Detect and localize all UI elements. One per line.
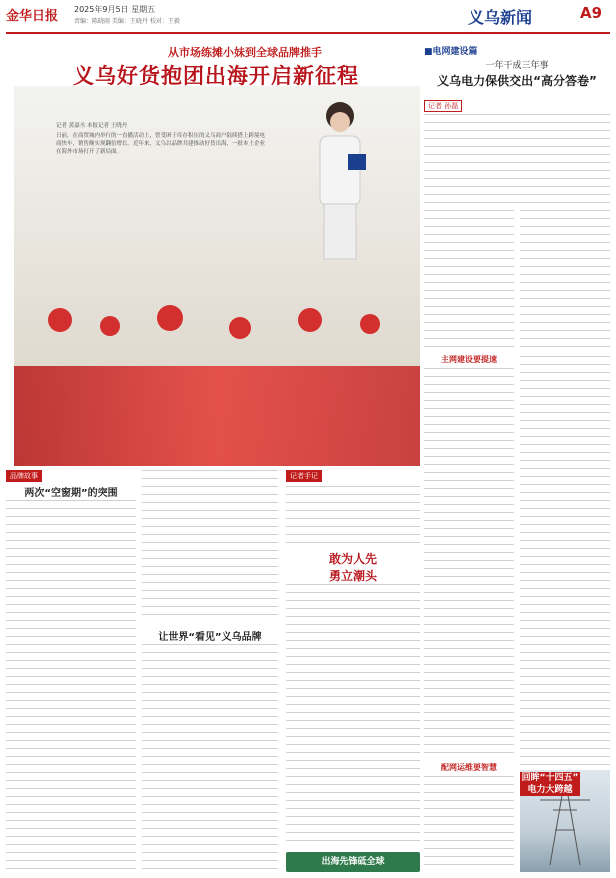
page-number: A9: [580, 4, 603, 22]
feature-subhead-2: 配网运维要智慧: [441, 763, 497, 772]
column3-body: [286, 584, 420, 846]
column3-tag: 记者手记: [286, 470, 322, 482]
power-badge: 回眸“十四五” 电力大跨越: [521, 773, 579, 795]
column3-banner: 出海先锋砥全球: [286, 852, 420, 872]
feature-intro: [424, 114, 610, 204]
column1-heading: 两次“空窗期”的突围: [24, 488, 118, 499]
feature-subhead-1: 主网建设要提速: [441, 355, 497, 364]
lanterns-illustration: [20, 300, 418, 370]
lead-byline: 记者 黄嘉丞 本报记者 王晓丹: [56, 123, 128, 129]
issue-date: 2025年9月5日 星期五: [74, 5, 156, 14]
lead-photo-red-band: [14, 366, 420, 466]
column3-heading: 敢为人先 勇立潮头: [328, 552, 377, 583]
sidebar-title: ■电网建设篇: [424, 47, 478, 57]
column2-body: [142, 644, 278, 872]
masthead-rule: [6, 32, 610, 34]
editor-line: 责编：陈晓雨 美编：王晓丹 校对：王毅: [74, 18, 180, 25]
feature-byline: 记者 孙磊: [424, 100, 462, 112]
feature-body-b: [520, 210, 610, 350]
feature-headline: 义乌电力保供交出“高分答卷”: [437, 74, 597, 88]
feature-kicker: 一年干成三年事: [485, 61, 549, 71]
lead-kicker: 从市场练摊小妹到全球品牌推手: [168, 46, 322, 59]
feature-body-c: [424, 368, 514, 758]
column2-heading: 让世界“看见”义乌品牌: [158, 632, 262, 643]
newspaper-logo: 金华日报: [6, 9, 59, 24]
column2-body-top: [142, 470, 278, 620]
column1-tag: 品牌故事: [6, 470, 42, 482]
presenter-figure: [300, 94, 380, 264]
feature-body-a: [424, 210, 514, 350]
column3-body-top: [286, 486, 420, 546]
section-title: 义乌新闻: [468, 8, 533, 27]
feature-body-e: [520, 356, 610, 766]
lead-intro: 日前，在商贸城内举行的一直播活动上，曾受困于库存积压的义乌商户陆续搭上跨境电商快车，销售额实现翻倍增长。近年来，义乌以品牌共建推动好货出海，一批本土企业在海外市场打开了新局面。: [56, 133, 266, 155]
column1-body: [6, 500, 136, 872]
lead-headline: 义乌好货抱团出海开启新征程: [73, 64, 359, 88]
feature-body-d: [424, 776, 514, 872]
